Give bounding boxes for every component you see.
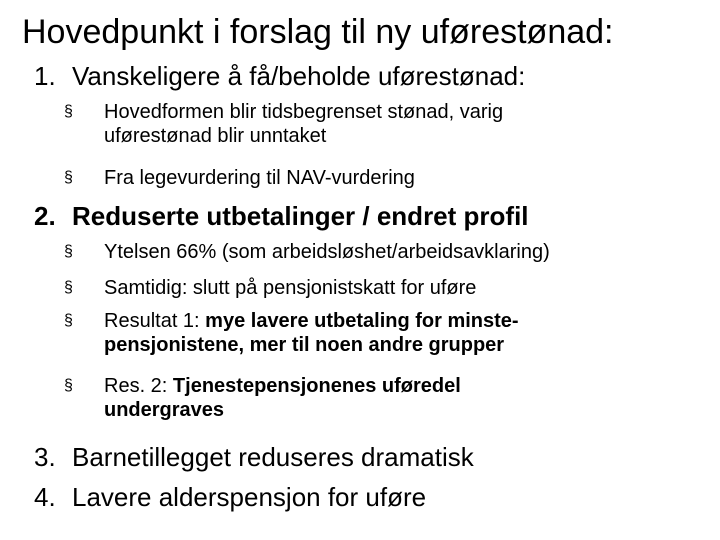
- list-item-text: [104, 309, 519, 357]
- list-item-emphasis: pensjonistene, mer til noen andre grupper: [104, 334, 505, 356]
- section-heading-text: Vanskeligere å få/beholde uførestønad:: [72, 61, 526, 91]
- list-item-emphasis: Tjenestepensjonenes uføredel: [172, 375, 461, 397]
- list-item-text: Ytelsen 66% (som arbeidsløshet/arbeidsavklaring): [104, 241, 550, 263]
- slide-title: Hovedpunkt i forslag til ny uførestønad:: [22, 13, 614, 51]
- section-heading-text: Reduserte utbetalinger / endret profil: [72, 201, 529, 231]
- list-item-prefix: Res. 2:: [104, 375, 173, 397]
- section-number: 4.: [34, 482, 56, 512]
- section-number: 2.: [34, 201, 56, 231]
- bullet-icon: §: [64, 169, 73, 186]
- list-item-text: Samtidig: slutt på pensjonistskatt for uføre: [104, 277, 477, 299]
- list-item-text: [104, 374, 461, 422]
- list-item-emphasis: undergraves: [104, 399, 225, 421]
- list-item-text: [104, 100, 503, 148]
- list-item-line: uførestønad blir unntaket: [104, 125, 327, 147]
- bullet-icon: §: [64, 103, 73, 120]
- section-heading-text: Lavere alderspensjon for uføre: [72, 482, 427, 512]
- bullet-icon: §: [64, 312, 73, 329]
- bullet-icon: §: [64, 279, 73, 296]
- section-number: 1.: [34, 61, 56, 91]
- bullet-icon: §: [64, 377, 73, 394]
- bullet-icon: §: [64, 243, 73, 260]
- section-heading-text: Barnetillegget reduseres dramatisk: [72, 442, 474, 472]
- section-number: 3.: [34, 442, 56, 472]
- list-item-emphasis: mye lavere utbetaling for minste-: [205, 310, 519, 332]
- list-item-line: Hovedformen blir tidsbegrenset stønad, varig: [104, 101, 504, 123]
- list-item-text: Fra legevurdering til NAV-vurdering: [104, 167, 415, 189]
- list-item-prefix: Resultat 1:: [104, 310, 206, 332]
